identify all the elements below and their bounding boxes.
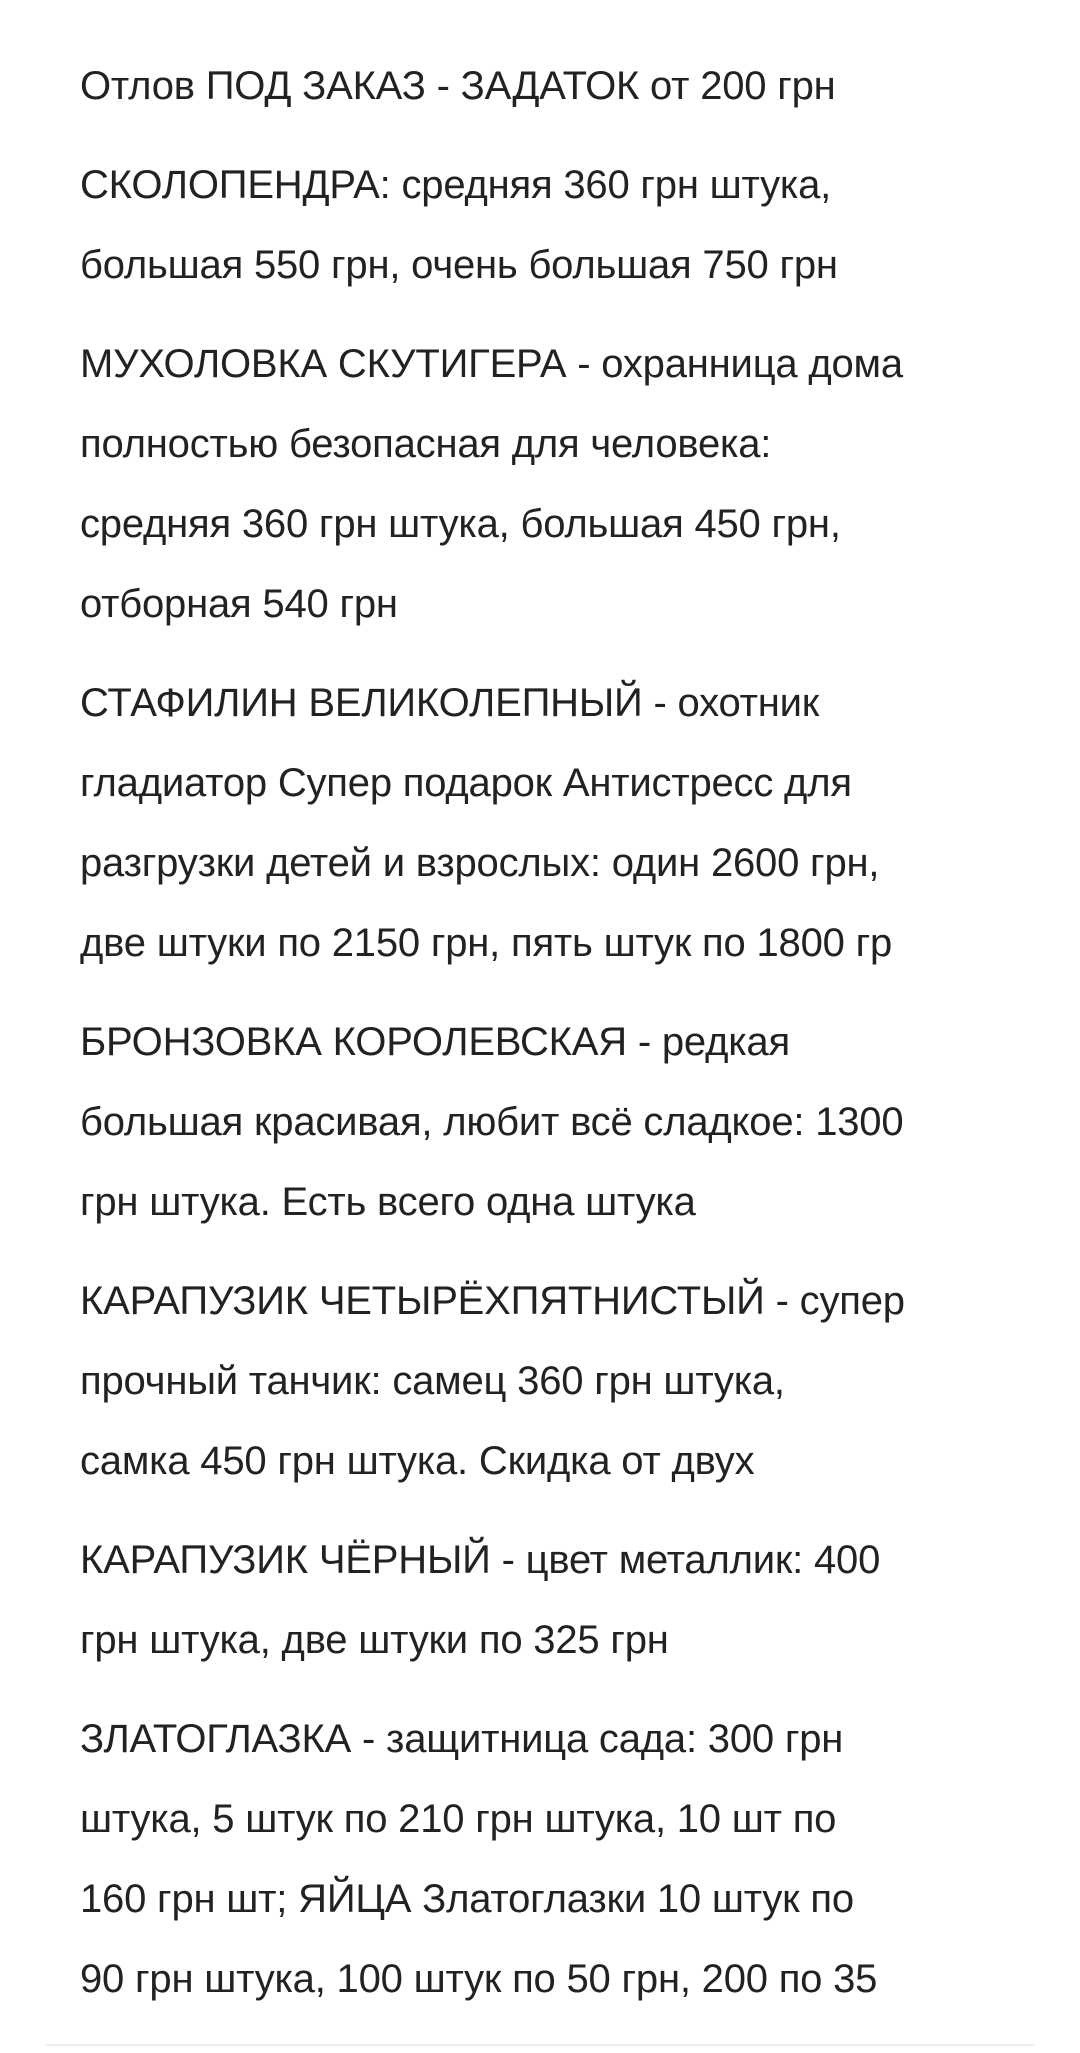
text-line: 90 грн штука, 100 штук по 50 грн, 200 по 35 (80, 1957, 878, 2001)
text-line: прочный танчик: самец 360 грн штука, (80, 1359, 785, 1403)
text-line: грн штука. Есть всего одна штука (80, 1180, 696, 1224)
text-line: грн штука, две штуки по 325 грн (80, 1618, 669, 1662)
paragraph-karapuzik-black (80, 1520, 1040, 1680)
divider (46, 2044, 1034, 2046)
text-line: самка 450 грн штука. Скидка от двух (80, 1439, 755, 1483)
text-line: две штуки по 2150 грн, пять штук по 1800 гр (80, 921, 893, 965)
text-line: Отлов ПОД ЗАКАЗ - ЗАДАТОК от 200 грн (80, 64, 836, 108)
text-line: ЗЛАТОГЛАЗКА - защитница сада: 300 грн (80, 1717, 844, 1761)
text-line: СТАФИЛИН ВЕЛИКОЛЕПНЫЙ - охотник (80, 681, 820, 725)
text-line: отборная 540 грн (80, 582, 398, 626)
text-line: большая красивая, любит всё сладкое: 1300 (80, 1100, 904, 1144)
text-line: КАРАПУЗИК ЧЕТЫРЁХПЯТНИСТЫЙ - супер (80, 1279, 905, 1323)
price-list (80, 46, 1040, 2038)
text-line: средняя 360 грн штука, большая 450 грн, (80, 502, 841, 546)
text-line: штука, 5 штук по 210 грн штука, 10 шт по (80, 1797, 837, 1841)
text-line: СКОЛОПЕНДРА: средняя 360 грн штука, (80, 163, 832, 207)
text-line: МУХОЛОВКА СКУТИГЕРА - охранница дома (80, 342, 903, 386)
paragraph-bronzovka (80, 1002, 1040, 1242)
text-line: полностью безопасная для человека: (80, 422, 772, 466)
text-line: большая 550 грн, очень большая 750 грн (80, 243, 838, 287)
paragraph-deposit (80, 46, 1040, 126)
text-line: разгрузки детей и взрослых: один 2600 грн, (80, 841, 880, 885)
text-line: КАРАПУЗИК ЧЁРНЫЙ - цвет металлик: 400 (80, 1538, 881, 1582)
text-line: БРОНЗОВКА КОРОЛЕВСКАЯ - редкая (80, 1020, 790, 1064)
paragraph-scolopendra (80, 145, 1040, 305)
paragraph-staphylinus (80, 663, 1040, 983)
text-line: 160 грн шт; ЯЙЦА Златоглазки 10 штук по (80, 1877, 854, 1921)
paragraph-scutigera (80, 324, 1040, 644)
text-line: гладиатор Супер подарок Антистресс для (80, 761, 852, 805)
paragraph-karapuzik-four-spotted (80, 1261, 1040, 1501)
paragraph-zlatoglazka (80, 1699, 1040, 2019)
